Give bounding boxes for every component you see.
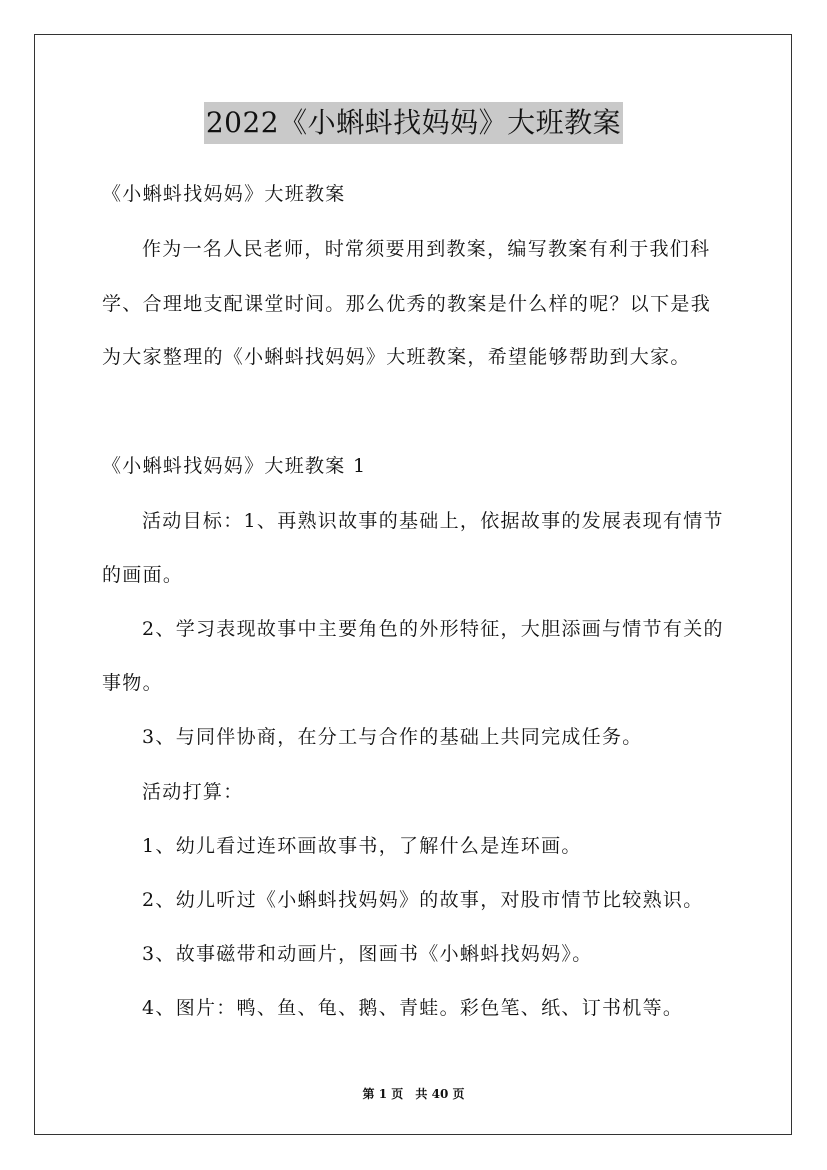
list-item: 1、幼儿看过连环画故事书，了解什么是连环画。 bbox=[142, 835, 582, 857]
paragraph-line: 2、学习表现故事中主要角色的外形特征，大胆添画与情节有关的 bbox=[142, 618, 724, 640]
paragraph-line: 学、合理地支配课堂时间。那么优秀的教案是什么样的呢？以下是我 bbox=[102, 293, 712, 315]
page-footer bbox=[0, 1086, 827, 1102]
document-title: 2022《小蝌蚪找妈妈》大班教案 bbox=[204, 102, 623, 144]
paragraph-line: 3、与同伴协商，在分工与合作的基础上共同完成任务。 bbox=[142, 726, 643, 748]
paragraph-line: 活动打算： bbox=[142, 781, 244, 803]
paragraph-line: 活动目标：1、再熟识故事的基础上，依据故事的发展表现有情节 bbox=[142, 510, 724, 532]
section-heading: 《小蝌蚪找妈妈》大班教案 1 bbox=[102, 455, 367, 477]
list-item: 4、图片：鸭、鱼、龟、鹅、青蛙。彩色笔、纸、订书机等。 bbox=[142, 997, 684, 1019]
title-container bbox=[0, 102, 827, 144]
page-number: 第 1 页 bbox=[362, 1087, 404, 1101]
list-item: 3、故事磁带和动画片，图画书《小蝌蚪找妈妈》。 bbox=[142, 943, 593, 965]
list-item: 2、幼儿听过《小蝌蚪找妈妈》的故事，对股市情节比较熟识。 bbox=[142, 889, 704, 911]
section-heading: 《小蝌蚪找妈妈》大班教案 bbox=[102, 183, 346, 205]
page-total: 共 40 页 bbox=[415, 1087, 465, 1101]
paragraph-line: 的画面。 bbox=[102, 564, 184, 586]
paragraph-line: 事物。 bbox=[102, 672, 163, 694]
paragraph-line: 作为一名人民老师，时常须要用到教案，编写教案有利于我们科 bbox=[142, 238, 711, 260]
paragraph-line: 为大家整理的《小蝌蚪找妈妈》大班教案，希望能够帮助到大家。 bbox=[102, 346, 691, 368]
